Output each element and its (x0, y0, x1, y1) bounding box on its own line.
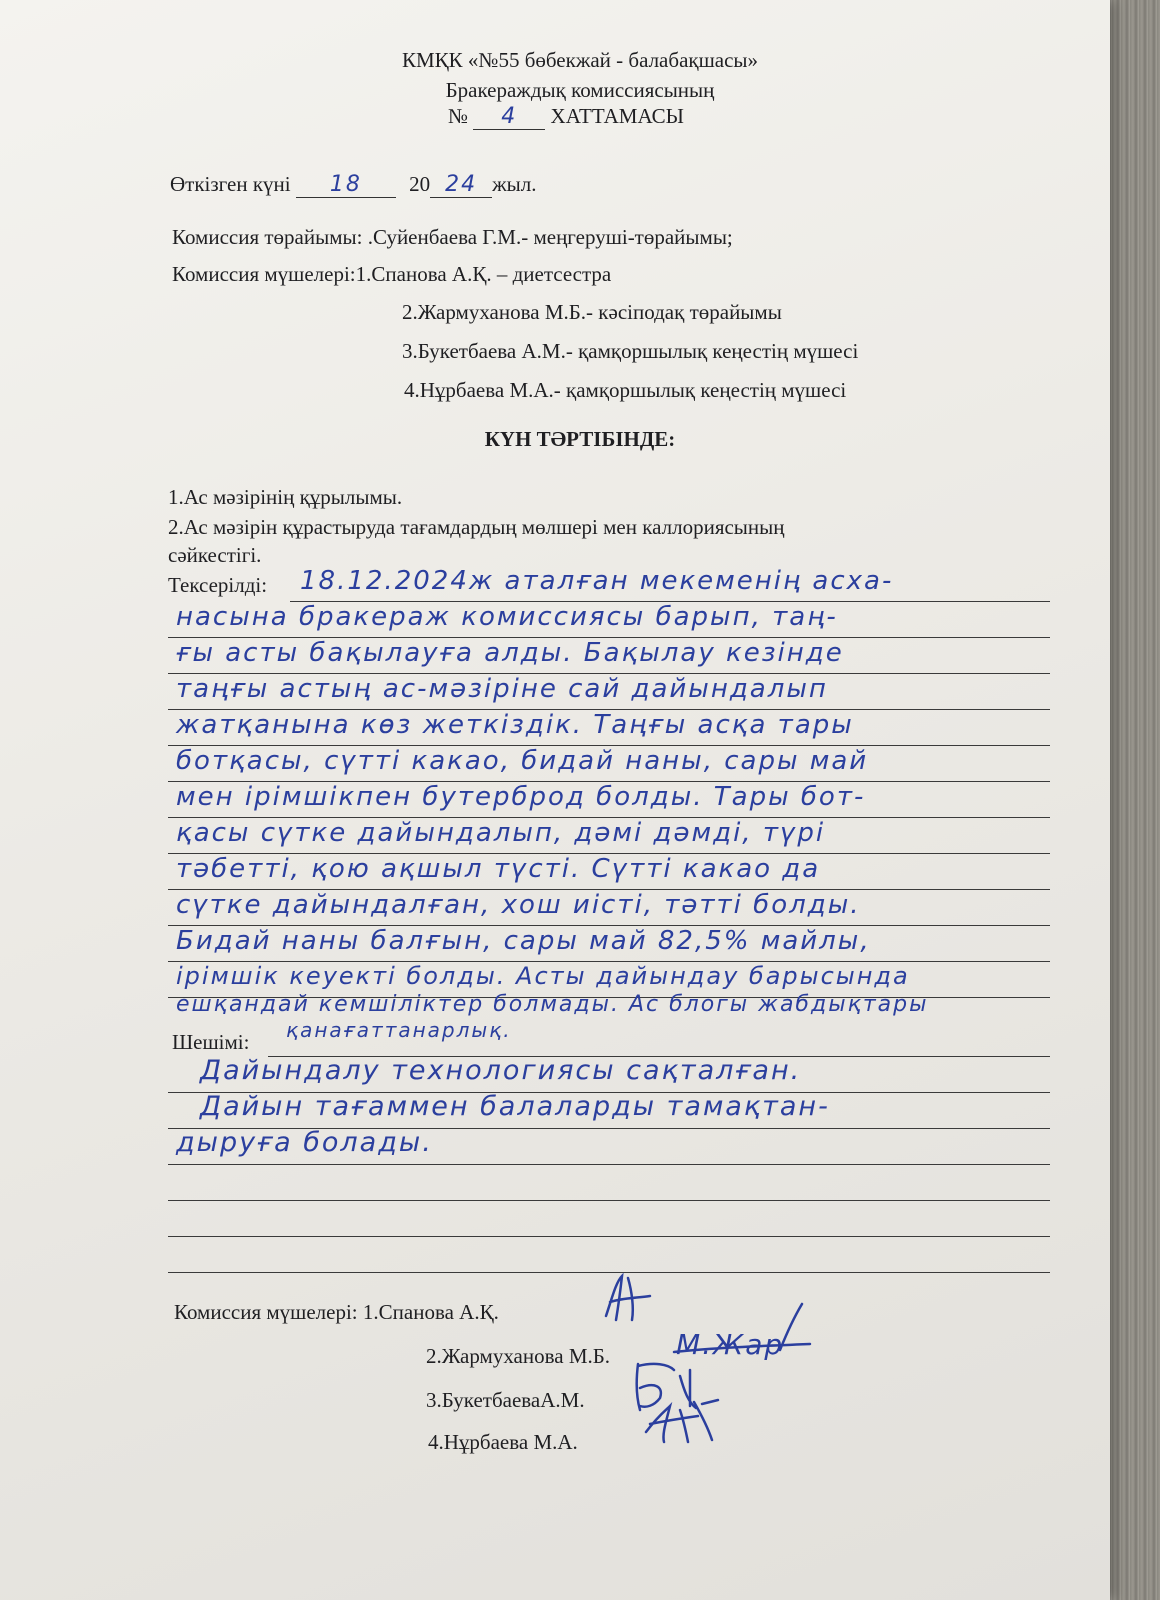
handwritten-line-13: ешқандай кемшіліктер болмады. Ас блогы жабдықтары (176, 992, 929, 1017)
members-line-1 (172, 262, 611, 287)
handwritten-line-6: ботқасы, сүтті какао, бидай наны, сары май (176, 746, 869, 776)
member-1: 1.Спанова А.Қ. – диетсестра (355, 262, 612, 286)
sig-member-3: 3.БукетбаеваА.М. (426, 1388, 585, 1412)
handwritten-line-7: мен ірімшікпен бутерброд болды. Тары бот- (176, 782, 866, 812)
members-label: Комиссия мүшелері: (172, 262, 356, 286)
agenda-item-2: 2.Ас мәзірін құрастыруда тағамдардың мөлшері мен каллориясының (168, 515, 785, 539)
decision-line-3: дыруға болады. (176, 1127, 433, 1158)
rule-18 (168, 1236, 1050, 1237)
year-suffix: 24 (430, 172, 492, 198)
commission-title: Бракераждық комиссиясының (445, 78, 715, 102)
handwritten-line-12: ірімшік кеуекті болды. Асты дайындау барысында (176, 962, 910, 990)
commission-chair: Комиссия төрайымы: .Суйенбаева Г.М.- меңгеруші-төрайымы; (172, 225, 733, 249)
member-4: 4.Нұрбаева М.А.- қамқоршылық кеңестің мүшесі (404, 378, 847, 402)
signature-4-icon (640, 1392, 730, 1448)
handwritten-line-11: Бидай наны балғын, сары май 82,5% майлы, (176, 926, 871, 956)
handwritten-line-2: насына бракераж комиссиясы барып, таң- (176, 602, 838, 632)
agenda-title: КҮН ТӘРТІБІНДЕ: (484, 427, 676, 451)
protocol-title (448, 104, 684, 130)
protocol-suffix: ХАТТАМАСЫ (550, 104, 684, 128)
handwritten-overflow: қанағаттанарлық. (286, 1018, 512, 1042)
sig-member-1: 1.Спанова А.Қ. (362, 1300, 499, 1324)
member-2: 2.Жармуханова М.Б.- кәсіподақ төрайымы (402, 300, 782, 324)
member-3: 3.Букетбаева А.М.- қамқоршылық кеңестің мүшесі (402, 339, 859, 363)
decision-line-1: Дайындалу технологиясы сақталған. (200, 1055, 802, 1086)
signature-2-text: М.Жар (676, 1328, 785, 1361)
handwritten-line-8: қасы сүтке дайындалып, дәмі дәмді, түрі (176, 818, 826, 848)
handwritten-line-5: жатқанына көз жеткіздік. Таңғы асқа тары (176, 710, 854, 740)
rule-16 (168, 1164, 1050, 1165)
agenda-item-2-cont: сәйкестігі. (168, 543, 262, 567)
handwritten-line-1: 18.12.2024ж аталған мекеменің асха- (300, 566, 894, 596)
signature-1-icon (598, 1268, 658, 1328)
handwritten-line-4: таңғы астың ас-мәзіріне сай дайындалып (176, 674, 828, 704)
date-line (170, 172, 536, 198)
agenda-item-1: 1.Ас мәзірінің құрылымы. (168, 485, 403, 509)
sig-members-label: Комиссия мүшелері: (174, 1300, 358, 1324)
checked-label: Тексерілді: (168, 573, 268, 597)
decision-label: Шешімі: (172, 1030, 250, 1054)
date-label: Өткізген күні (170, 172, 291, 196)
org-title: КМҚК «№55 бөбекжай - балабақшасы» (401, 48, 759, 72)
date-day: 18 (296, 172, 396, 198)
year-prefix: 20 (409, 172, 431, 196)
sig-member-4: 4.Нұрбаева М.А. (428, 1430, 578, 1454)
rule-17 (168, 1200, 1050, 1201)
handwritten-line-10: сүтке дайындалған, хош иісті, тәтті болды. (176, 890, 861, 920)
protocol-number: 4 (473, 104, 545, 130)
protocol-prefix: № (448, 104, 469, 128)
sig-member-2: 2.Жармуханова М.Б. (426, 1344, 611, 1368)
signature-2-icon (670, 1300, 820, 1360)
decision-line-2: Дайын тағаммен балаларды тамақтан- (200, 1091, 830, 1122)
sig-line-1 (174, 1300, 499, 1325)
handwritten-line-9: тәбетті, қою ақшыл түсті. Сүтті какао да (176, 854, 821, 884)
year-word: жыл. (492, 172, 537, 196)
handwritten-line-3: ғы асты бақылауға алды. Бақылау кезінде (176, 638, 844, 668)
